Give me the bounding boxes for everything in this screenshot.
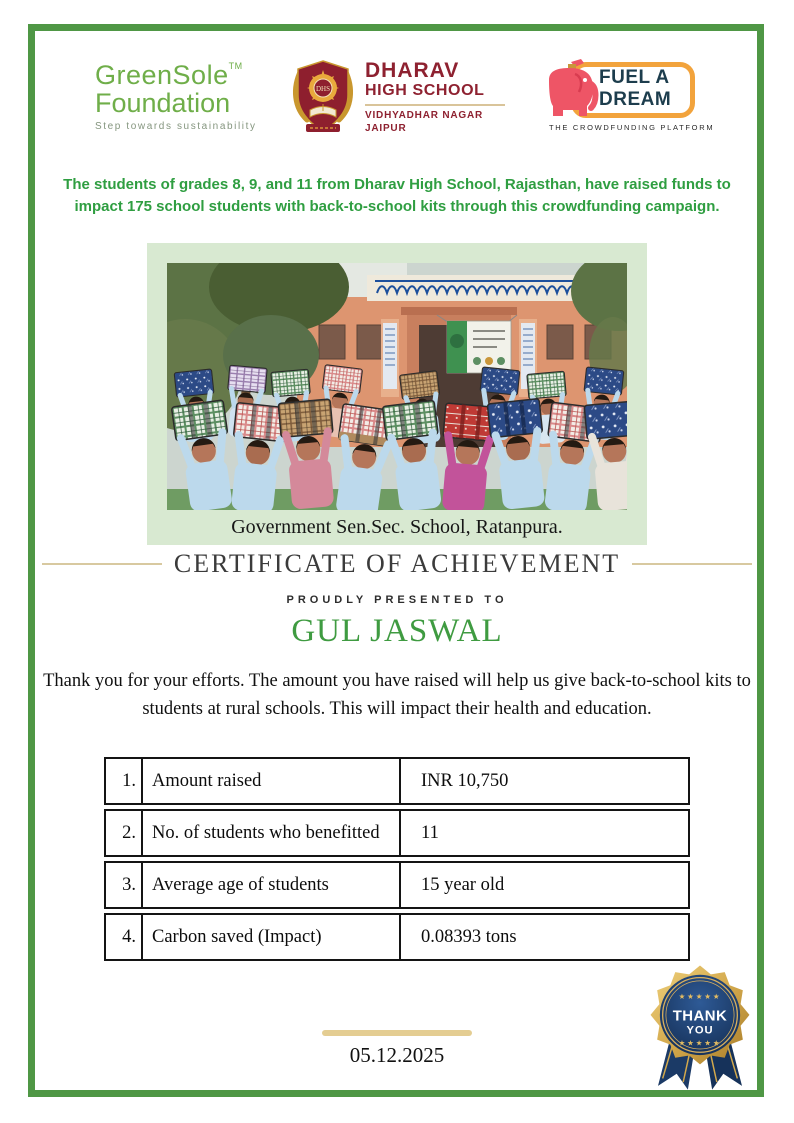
elephant-icon [541,58,603,122]
dharav-crest-icon [291,58,355,136]
crest-initials: DHS [315,85,331,93]
campaign-statement: The students of grades 8, 9, and 11 from Dharav High School, Rajasthan, have raised funds to impact 175 school students with back-to-school kits through this crowdfunding campaign. [63,176,731,215]
fuel-a-dream-logo [541,58,715,136]
recipient-name: GUL JASWAL [291,613,503,649]
thank-you-badge-icon [644,956,756,1100]
table-row [104,757,690,805]
dharav-name: DHARAV [365,58,460,82]
row-value: 11 [421,822,439,843]
greensole-name-2: Foundation [95,87,231,118]
dharav-divider [365,104,505,106]
school-photo-illustration [167,263,627,510]
row-value: 15 year old [421,874,505,895]
issue-date: 05.12.2025 [349,1043,445,1067]
badge-text-thank: THANK [672,1007,728,1025]
dharav-location-1: VIDHYADHAR NAGAR [365,110,483,122]
certificate-title-row [0,549,794,579]
badge-text-you: YOU [686,1024,714,1037]
row-label: No. of students who benefitted [143,811,401,855]
dharav-high-school-logo [291,58,505,136]
students-front-row [171,399,627,510]
presented-label: PROUDLY PRESENTED TO [286,594,508,606]
row-label: Carbon saved (Impact) [143,915,401,959]
trademark-symbol: TM [228,60,243,71]
photo-frame [147,243,647,545]
row-label: Average age of students [143,863,401,907]
impact-stats [0,757,794,965]
dharav-type: HIGH SCHOOL [365,81,485,99]
greensole-name: GreenSole [95,59,229,90]
fuel-a-dream-tagline: THE CROWDFUNDING PLATFORM [549,123,715,132]
row-value: 0.08393 tons [421,926,517,947]
fuel-a-dream-name-2: DREAM [599,88,672,110]
row-label: Amount raised [143,759,401,803]
row-number: 4. [106,915,143,959]
fuel-a-dream-name-1: FUEL A [599,67,670,88]
dharav-location-2: JAIPUR [365,123,407,135]
title-flank-line-left [42,563,162,565]
date-divider-line [322,1030,472,1036]
badge-stars-top: ★★★★★ [678,992,722,1002]
row-number: 1. [106,759,143,803]
greensole-foundation-logo [95,59,257,133]
partner-logos [0,58,794,136]
greensole-tagline: Step towards sustainability [95,121,257,133]
photo-caption: Government Sen.Sec. School, Ratanpura. [231,516,563,538]
footer [0,1030,794,1068]
impact-stats-table [104,757,690,961]
table-row [104,861,690,909]
table-row [104,913,690,961]
table-row [104,809,690,857]
badge-stars-bottom: ★★★★★ [678,1038,722,1048]
thank-you-message: Thank you for your efforts. The amount you have raised will help us give back-to-school kits to students at rural schools. This will impact their health and education. [43,671,751,719]
title-flank-line-right [632,563,752,565]
row-number: 2. [106,811,143,855]
certificate-title: CERTIFICATE OF ACHIEVEMENT [173,549,621,578]
row-value: INR 10,750 [421,770,509,791]
row-number: 3. [106,863,143,907]
